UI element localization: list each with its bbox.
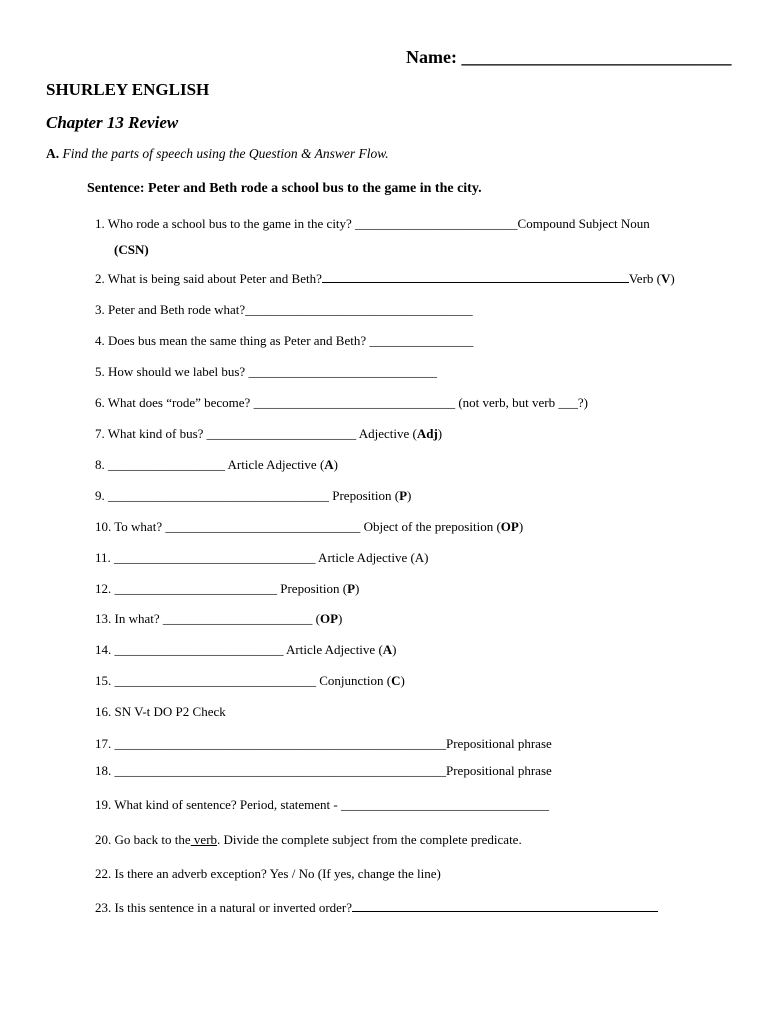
question-2-label: Verb ( [628, 271, 661, 286]
question-13-text: 13. In what? _______________________ ( [95, 611, 320, 626]
question-23-text: 23. Is this sentence in a natural or inverted order? [95, 900, 353, 915]
question-15 [95, 673, 405, 689]
question-8-close: ) [333, 457, 339, 472]
name-field-label: Name: ______________________________ [406, 47, 732, 67]
question-8-abbrev: A [324, 457, 334, 472]
question-4: 4. Does bus mean the same thing as Peter and Beth? ________________ [95, 333, 474, 348]
question-20-verb: verb [190, 832, 218, 847]
chapter-heading: Chapter 13 Review [46, 113, 179, 132]
question-12-text: 12. _________________________ Preposition ( [95, 581, 348, 596]
instruction-text: Find the parts of speech using the Question & Answer Flow. [59, 146, 389, 161]
question-14 [95, 642, 397, 658]
question-20-predicate: predicate. [467, 832, 522, 847]
question-18: 18. ___________________________________________________Prepositional phrase [95, 763, 552, 778]
target-sentence: Sentence: Peter and Beth rode a school bus to the game in the city. [87, 181, 482, 196]
question-7 [95, 426, 442, 442]
question-10-abbrev: OP [500, 519, 519, 534]
question-1: 1. Who rode a school bus to the game in the city? _________________________Compound Subject Noun [95, 216, 650, 231]
question-9-abbrev: P [399, 488, 408, 503]
question-14-abbrev: A [382, 642, 393, 657]
question-2-close: ) [670, 271, 675, 286]
question-20 [95, 832, 522, 848]
question-8-text: 8. __________________ Article Adjective ( [95, 457, 325, 472]
question-1-continuation: (CSN) [114, 242, 149, 257]
worksheet-title: SHURLEY ENGLISH [46, 80, 210, 99]
question-23 [95, 900, 658, 916]
question-12 [95, 581, 359, 597]
question-9 [95, 488, 411, 504]
question-16: 16. SN V-t DO P2 Check [95, 704, 226, 719]
question-10-close: ) [518, 519, 524, 534]
question-2-abbrev: V [661, 271, 671, 286]
question-2-text: 2. What is being said about Peter and Beth? [95, 271, 322, 286]
question-13-close: ) [338, 611, 343, 626]
question-12-close: ) [355, 581, 360, 596]
question-17: 17. ___________________________________________________Prepositional phrase [95, 736, 552, 751]
question-11: 11. _______________________________ Article Adjective (A) [95, 550, 429, 565]
question-20-middle: . Divide the complete subject from the complete [217, 832, 468, 847]
question-15-text: 15. _______________________________ Conjunction ( [95, 673, 392, 688]
question-3: 3. Peter and Beth rode what?___________________________________ [95, 302, 473, 317]
question-5: 5. How should we label bus? _____________________________ [95, 364, 437, 379]
question-6: 6. What does “rode” become? _______________________________ (not verb, but verb ___?) [95, 395, 588, 410]
question-14-close: ) [392, 642, 397, 657]
question-12-abbrev: P [347, 581, 356, 596]
question-8 [95, 457, 338, 473]
question-10-text: 10. To what? ______________________________ Object of the preposition ( [95, 519, 501, 534]
question-20-text: 20. Go back to the [95, 832, 191, 847]
question-7-close: ) [437, 426, 443, 441]
answer-line [322, 281, 629, 283]
question-2 [95, 271, 675, 287]
question-22: 22. Is there an adverb exception? Yes / No (If yes, change the line) [95, 866, 441, 881]
answer-line [352, 910, 658, 912]
question-13-abbrev: OP [319, 611, 339, 626]
section-letter: A. [46, 146, 60, 161]
question-15-abbrev: C [391, 673, 401, 688]
question-15-close: ) [400, 673, 405, 688]
question-7-text: 7. What kind of bus? _______________________ Adjective ( [95, 426, 417, 441]
question-14-text: 14. __________________________ Article Adjective ( [95, 642, 383, 657]
question-19: 19. What kind of sentence? Period, statement - ________________________________ [95, 797, 549, 812]
question-7-abbrev: Adj [416, 426, 438, 441]
section-a-instruction [46, 146, 389, 162]
question-10 [95, 519, 523, 535]
question-9-close: ) [407, 488, 412, 503]
question-13 [95, 611, 342, 627]
question-9-text: 9. __________________________________ Preposition ( [95, 488, 400, 503]
